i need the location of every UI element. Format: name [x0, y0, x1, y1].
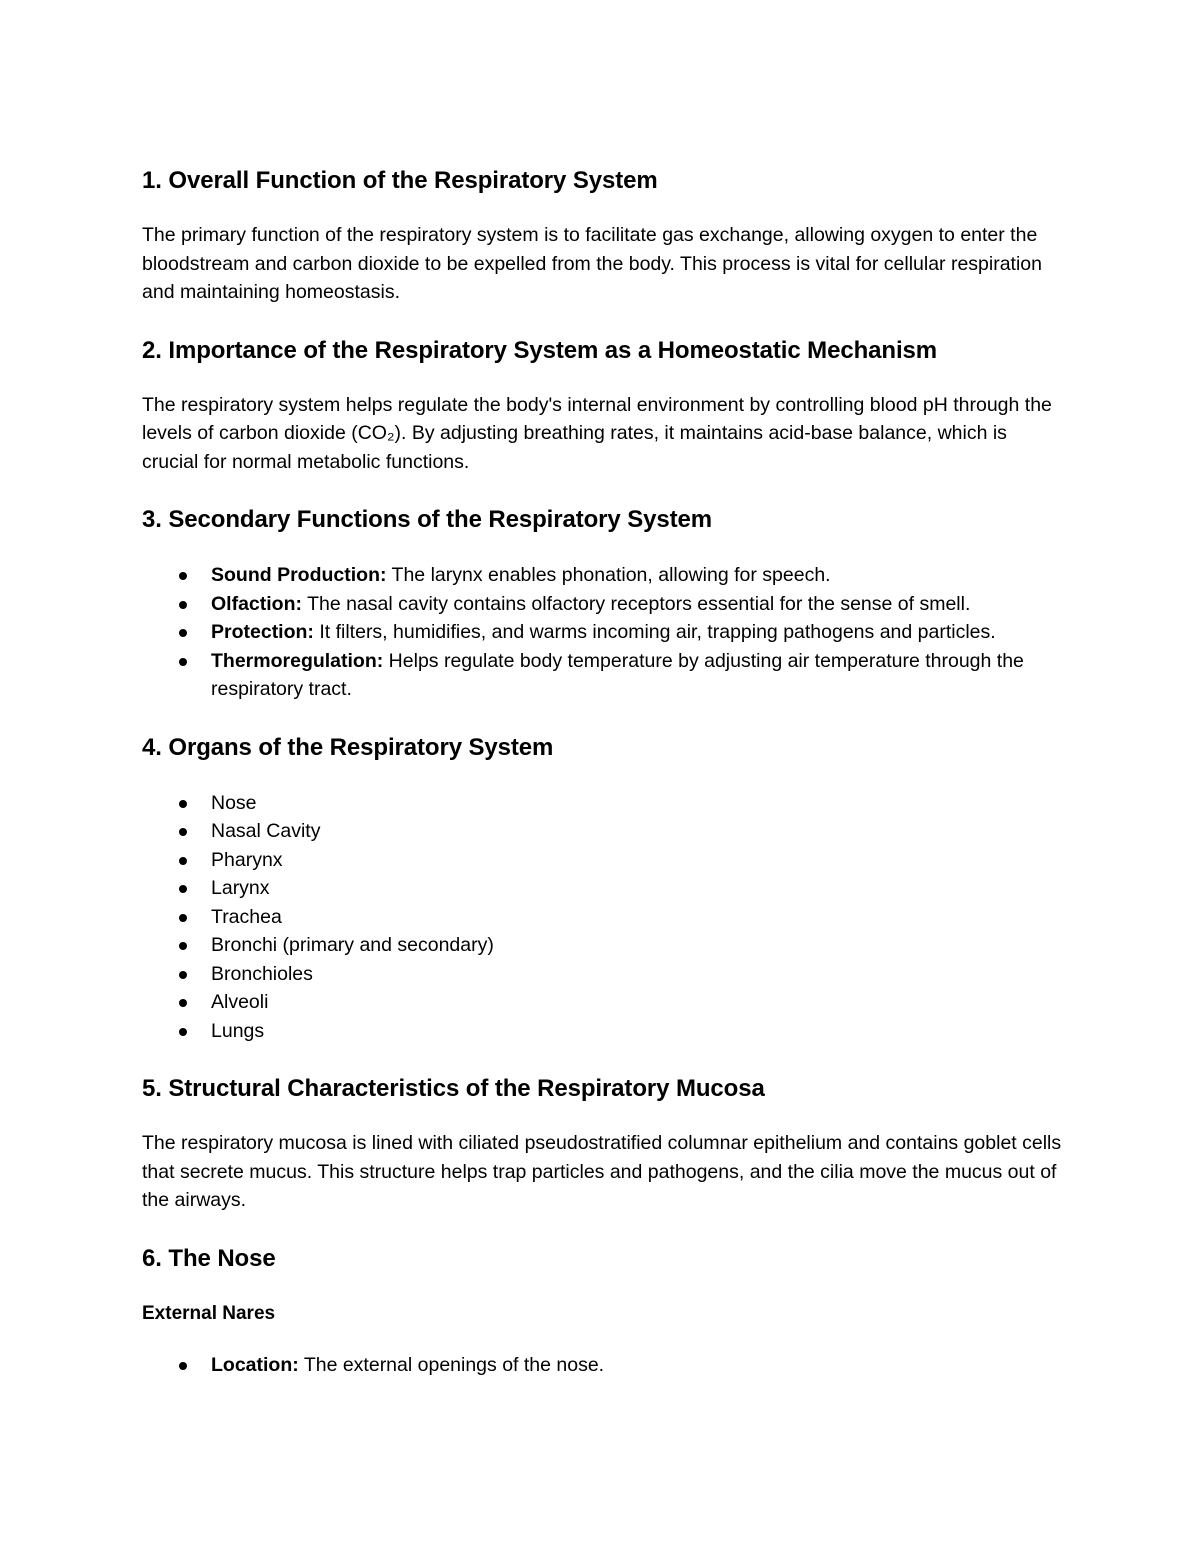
list-item-text: Helps regulate body temperature by adjusting air temperature through the respiratory tract. [211, 649, 1024, 700]
section-6-heading: 6. The Nose [142, 1244, 276, 1272]
list-item [142, 874, 1062, 903]
list-item [142, 561, 1062, 590]
bullet-icon [179, 658, 187, 666]
list-item-text: The external openings of the nose. [298, 1353, 605, 1376]
list-item-term: Sound Production: [211, 564, 387, 586]
list-item [142, 846, 1062, 875]
list-item-text: Bronchi (primary and secondary) [211, 934, 494, 956]
list-item-term: Protection: [211, 621, 314, 643]
list-item [142, 817, 1062, 846]
list-item-text: Nasal Cavity [211, 820, 321, 842]
list-item-text: Pharynx [211, 848, 283, 871]
list-item [142, 590, 1062, 619]
list-item [142, 1351, 1062, 1380]
bullet-icon [179, 629, 187, 637]
bullet-icon [179, 828, 187, 836]
list-item-text: Nose [211, 791, 257, 814]
list-item [142, 931, 1062, 960]
secondary-functions-list [142, 561, 1062, 704]
list-item-text: Lungs [211, 1019, 265, 1042]
section-2-paragraph: The respiratory system helps regulate the body's internal environment by controlling blood pH through the levels of carbon dioxide (CO₂). By adjusting breathing rates, it maintains acid-base balance, which is crucial for normal metabolic functions. [142, 393, 1052, 473]
list-item [142, 903, 1062, 932]
external-nares-list [142, 1351, 1062, 1380]
list-item-term: Thermoregulation: [211, 649, 384, 672]
list-item [142, 618, 1062, 647]
organs-list [142, 789, 1062, 1046]
bullet-icon [179, 1362, 187, 1370]
section-5-paragraph: The respiratory mucosa is lined with ciliated pseudostratified columnar epithelium and contains goblet cells that secrete mucus. This structure helps trap particles and pathogens, and the cilia move the mucus out of the airways. [142, 1132, 1062, 1211]
section-2-heading: 2. Importance of the Respiratory System as a Homeostatic Mechanism [142, 336, 937, 364]
bullet-icon [179, 914, 187, 922]
bullet-icon [179, 601, 187, 609]
bullet-icon [179, 971, 187, 979]
external-nares-subheading: External Nares [142, 1302, 276, 1324]
bullet-icon [179, 800, 187, 808]
section-5-heading: 5. Structural Characteristics of the Respiratory Mucosa [142, 1075, 765, 1102]
bullet-icon [179, 999, 187, 1007]
list-item-text: It filters, humidifies, and warms incoming air, trapping pathogens and particles. [313, 621, 996, 643]
bullet-icon [179, 1028, 187, 1036]
bullet-icon [179, 885, 187, 893]
list-item [142, 988, 1062, 1017]
bullet-icon [179, 942, 187, 950]
list-item-text: The larynx enables phonation, allowing for speech. [386, 564, 831, 586]
list-item-term: Location: [211, 1353, 299, 1376]
list-item-text: Alveoli [211, 991, 269, 1013]
section-3-heading: 3. Secondary Functions of the Respiratory System [142, 506, 713, 533]
list-item [142, 647, 1062, 704]
list-item [142, 1017, 1062, 1046]
list-item [142, 960, 1062, 989]
section-1-paragraph: The primary function of the respiratory system is to facilitate gas exchange, allowing oxygen to enter the bloodstream and carbon dioxide to be expelled from the body. This process is vital for cellular respiration and maintaining homeostasis. [142, 224, 1042, 303]
section-4-heading: 4. Organs of the Respiratory System [142, 733, 554, 761]
list-item-text: Trachea [211, 905, 282, 928]
list-item [142, 789, 1062, 818]
bullet-icon [179, 572, 187, 580]
bullet-icon [179, 857, 187, 865]
list-item-text: The nasal cavity contains olfactory receptors essential for the sense of smell. [302, 592, 971, 615]
document-page [142, 166, 1062, 1379]
list-item-term: Olfaction: [211, 592, 302, 615]
list-item-text: Larynx [211, 877, 270, 899]
section-1-heading: 1. Overall Function of the Respiratory System [142, 167, 658, 194]
list-item-text: Bronchioles [211, 962, 313, 985]
